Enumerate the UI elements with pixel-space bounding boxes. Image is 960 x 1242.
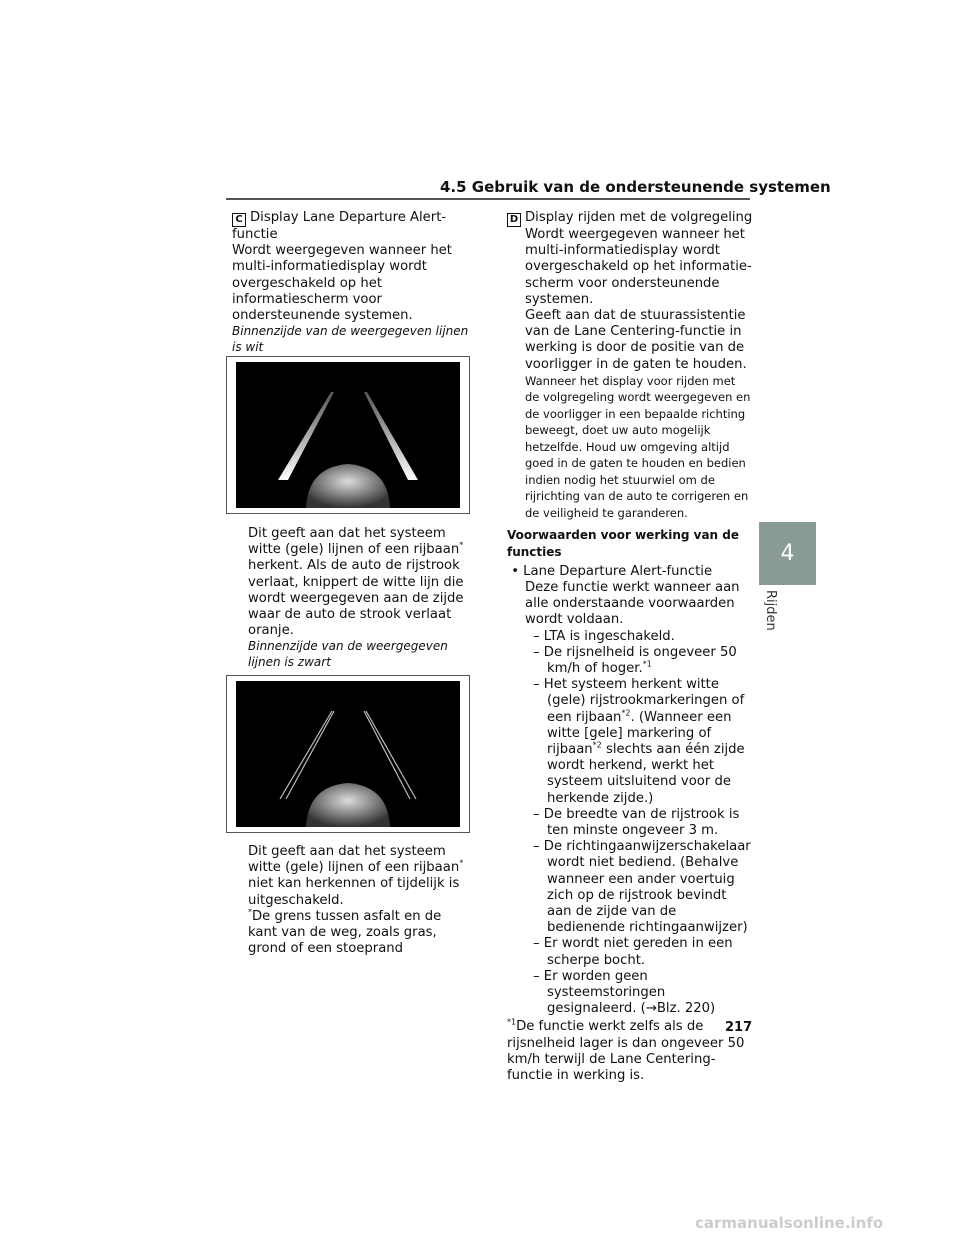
section-header: 4.5 Gebruik van de ondersteunende systemen xyxy=(440,178,831,196)
footnote-1: $^{*1}$De functie werkt zelfs als de rijsnelheid lager is dan ongeveer 50 km/h terwijl de Lane Centering-functie in werking is. xyxy=(507,1018,745,1084)
list-item: – Het systeem herkent witte (gele) rijstrookmarkeringen of een rijbaan$^{*2}$. (Wanneer een witte [gele] markering of rijbaan$^{*2}$ slechts aan één zijde wordt herkend, werkt het systeem uitsluitend voor de herkende zijde.) xyxy=(533,677,745,806)
c-marker: C xyxy=(232,213,246,227)
bullet-lda: • Lane Departure Alert-functie xyxy=(507,563,713,579)
page-number: 217 xyxy=(725,1020,753,1035)
d-heading xyxy=(507,210,753,227)
list-item: – De richtingaanwijzerschakelaar wordt niet bediend. (Behalve wanneer een ander voertuig zich op de rijstrook bevindt aan de zijde van de bedienende richtingaanwijzer) xyxy=(533,839,751,936)
right-column xyxy=(507,210,753,1084)
c-text3: Dit geeft aan dat het systeem witte (gele) lijnen of een rijbaan* niet kan herkennen of tijdelijk is uitgeschakeld. xyxy=(248,844,464,908)
lane-display-white-image xyxy=(236,362,460,508)
bullet-lda-text: Deze functie werkt wanneer aan alle onderstaande voorwaarden wordt voldaan. xyxy=(525,579,740,628)
list-item: – De rijsnelheid is ongeveer 50 km/h of hoger.$^{*1}$ xyxy=(533,644,737,676)
lane-image-1-frame xyxy=(226,356,470,514)
c-text-block-2 xyxy=(248,526,470,670)
d-title: Display rijden met de volgregeling xyxy=(525,210,753,225)
c-footnote: *De grens tussen asfalt en de kant van de weg, zoals gras, grond of een stoeprand xyxy=(248,907,442,957)
list-item: – Er worden geen systeemstoringen gesignaleerd. (→Blz. 220) xyxy=(533,968,716,1017)
c-sub1: Binnenzijde van de weergegeven lijnen is wit xyxy=(232,324,469,354)
c-sub2: Binnenzijde van de weergegeven lijnen is zwart xyxy=(248,639,448,669)
c-text-block-3 xyxy=(248,844,470,957)
lane-display-black-image xyxy=(236,681,460,827)
lane-image-2-frame xyxy=(226,675,470,833)
d-note: Wanneer het display voor rijden met de volgregeling wordt weergegeven en de voorligger in een bepaalde richting beweegt, doet uw auto mogelijk hetzelfde. Houd uw omgeving altijd goed in de gaten te houden en bedien indien nodig het stuurwiel om de rijrichting van de auto te corrigeren en de veiligheid te garanderen. xyxy=(525,373,751,520)
chapter-tab: 4 xyxy=(759,522,816,585)
d-marker: D xyxy=(507,213,521,227)
c-title: Display Lane Departure Alert-functie xyxy=(232,210,447,242)
header-rule xyxy=(226,198,750,200)
chapter-tab-label: Rijden xyxy=(763,590,778,631)
list-item: – De breedte van de rijstrook is ten minste ongeveer 3 m. xyxy=(533,806,740,838)
d-text: Wordt weergegeven wanneer het multi-informatiedisplay wordt overgeschakeld op het informatiescherm voor ondersteunende systemen. xyxy=(525,227,752,307)
conditions-list xyxy=(507,629,753,1018)
c-heading xyxy=(232,210,472,243)
d-text2: Geeft aan dat de stuurassistentie van de Lane Centering-functie in werking is door de positie van de voorligger in de gaten te houden. xyxy=(525,308,747,372)
c-text: Wordt weergegeven wanneer het multi-informatiedisplay wordt overgeschakeld op het informatiescherm voor ondersteunende systemen. xyxy=(232,243,452,324)
list-item: – LTA is ingeschakeld. xyxy=(533,628,675,644)
watermark: carmanualsonline.info xyxy=(695,1214,884,1232)
c-text2: Dit geeft aan dat het systeem witte (gele) lijnen of een rijbaan* herkent. Als de auto de rijstrook verlaat, knippert de witte lijn die wordt weergegeven aan de zijde waar de auto de strook verlaat oranje. xyxy=(248,526,464,639)
conditions-title: Voorwaarden voor werking van de functies xyxy=(507,528,740,559)
left-column xyxy=(232,210,472,355)
list-item: – Er wordt niet gereden in een scherpe bocht. xyxy=(533,936,733,968)
